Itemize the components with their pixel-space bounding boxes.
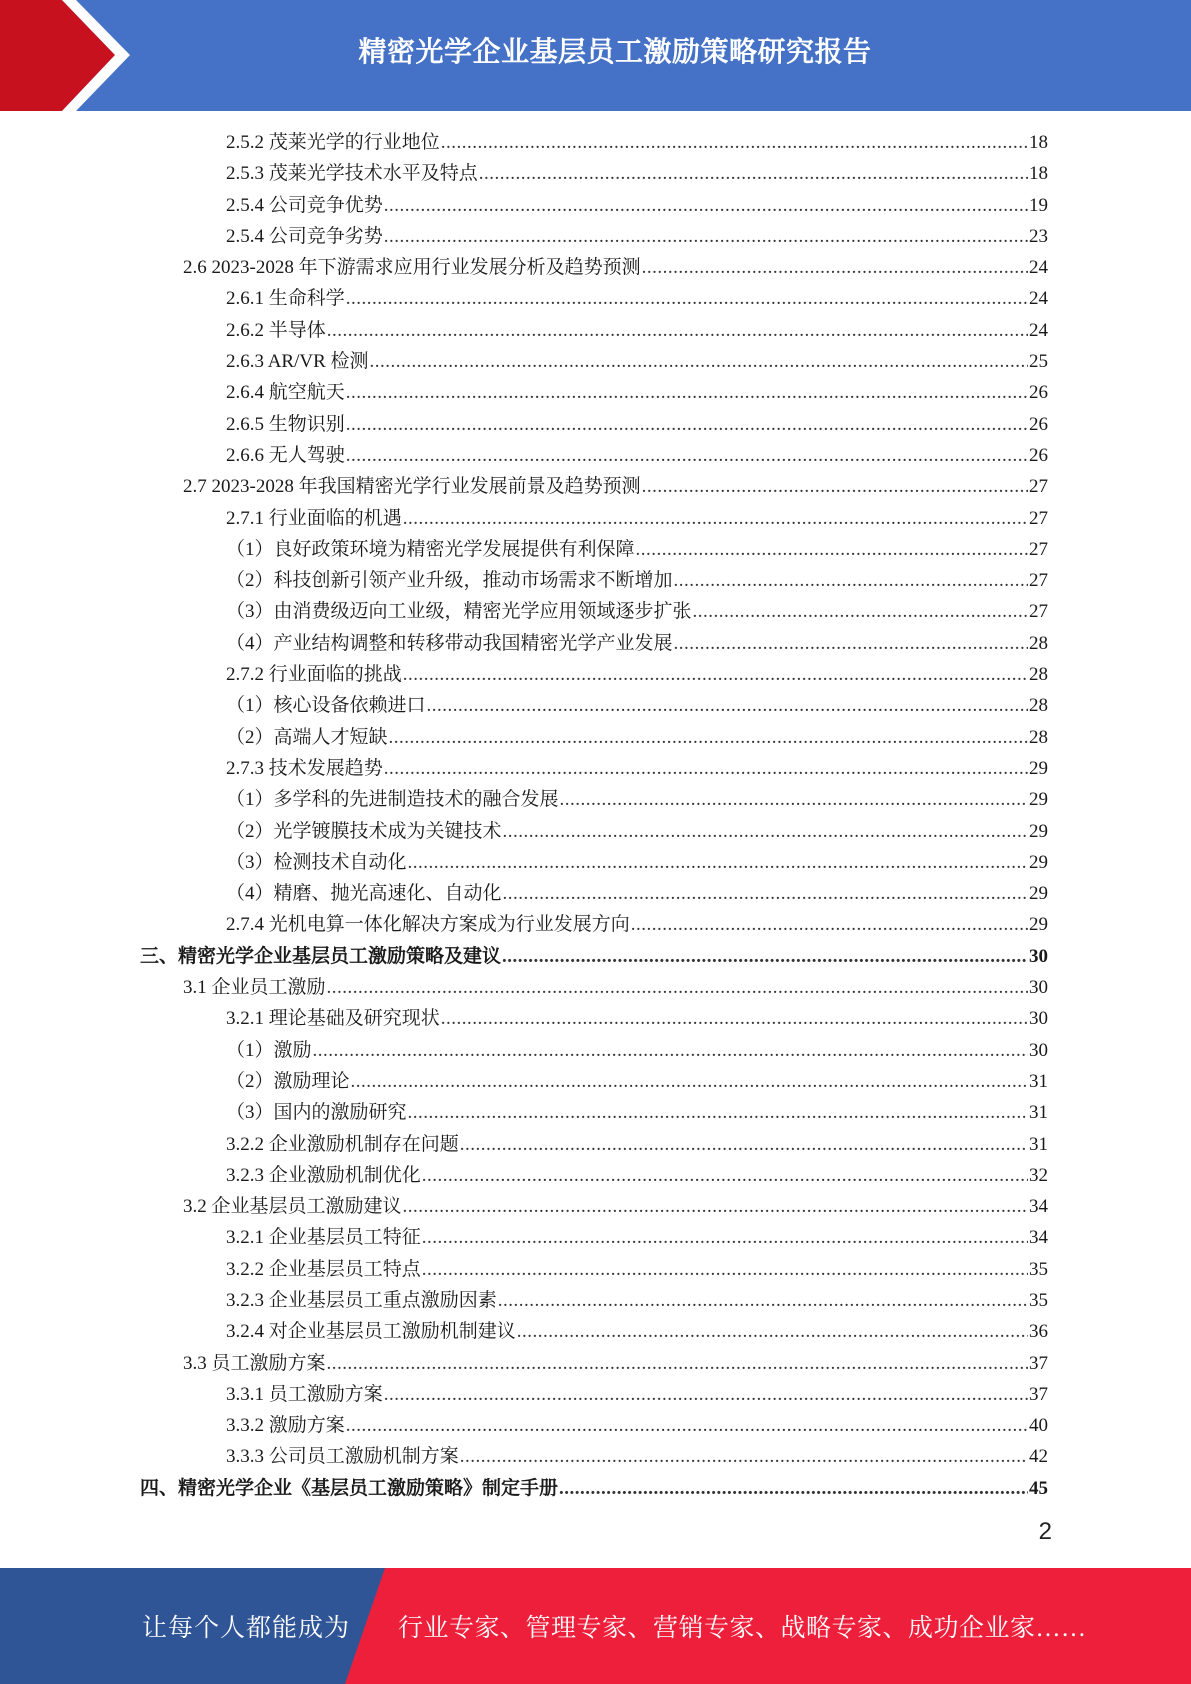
- dot-leader: [502, 941, 1028, 972]
- toc-entry[interactable]: [140, 471, 1048, 502]
- toc-entry-page: 26: [1029, 382, 1048, 404]
- toc-entry-page: 28: [1029, 695, 1048, 717]
- toc-entry-label: 3.3.3 公司员工激励机制方案: [226, 1446, 459, 1468]
- toc-entry-page: 34: [1029, 1196, 1048, 1218]
- header-banner: [0, 0, 1191, 111]
- toc-entry[interactable]: [140, 847, 1048, 878]
- toc-entry-label: 2.7.2 行业面临的挑战: [226, 664, 402, 686]
- toc-entry-label: 三、精密光学企业基层员工激励策略及建议: [140, 945, 502, 967]
- toc-entry-label: （2）科技创新引领产业升级，推动市场需求不断增加: [226, 570, 673, 592]
- toc-entry-label: （1）核心设备依赖进口: [226, 695, 426, 717]
- dot-leader: [460, 1129, 1028, 1160]
- toc-entry[interactable]: [140, 1348, 1048, 1379]
- toc-entry[interactable]: [140, 534, 1048, 565]
- toc-entry-label: 3.2.3 企业激励机制优化: [226, 1164, 421, 1186]
- toc-entry[interactable]: [140, 565, 1048, 596]
- toc-entry-label: （2）光学镀膜技术成为关键技术: [226, 820, 502, 842]
- dot-leader: [346, 1410, 1028, 1441]
- dot-leader: [460, 1441, 1028, 1472]
- dot-leader: [346, 377, 1028, 408]
- toc-entry-page: 24: [1029, 288, 1048, 310]
- toc-entry-label: 3.2 企业基层员工激励建议: [183, 1196, 402, 1218]
- toc-entry-page: 27: [1029, 476, 1048, 498]
- toc-entry[interactable]: [140, 409, 1048, 440]
- toc-entry-label: 2.5.4 公司竞争劣势: [226, 225, 383, 247]
- toc-entry-label: 3.2.1 企业基层员工特征: [226, 1227, 421, 1249]
- toc-entry-label: 2.6.5 生物识别: [226, 413, 345, 435]
- toc-entry-label: （3）国内的激励研究: [226, 1102, 407, 1124]
- dot-leader: [517, 1316, 1028, 1347]
- toc-entry-page: 29: [1029, 914, 1048, 936]
- toc-entry-label: 2.6 2023-2028 年下游需求应用行业发展分析及趋势预测: [183, 257, 641, 279]
- toc-entry-page: 27: [1029, 538, 1048, 560]
- toc-entry[interactable]: [140, 1160, 1048, 1191]
- dot-leader: [327, 315, 1028, 346]
- dot-leader: [631, 909, 1028, 940]
- toc-entry[interactable]: [140, 503, 1048, 534]
- dot-leader: [560, 784, 1028, 815]
- toc-entry[interactable]: [140, 1410, 1048, 1441]
- toc-entry[interactable]: [140, 753, 1048, 784]
- dot-leader: [422, 1254, 1028, 1285]
- dot-leader: [503, 816, 1028, 847]
- toc-entry-label: 2.5.3 茂莱光学技术水平及特点: [226, 163, 478, 185]
- toc-entry-page: 24: [1029, 257, 1048, 279]
- toc-entry-page: 19: [1029, 194, 1048, 216]
- toc-entry-page: 18: [1029, 163, 1048, 185]
- dot-leader: [370, 346, 1028, 377]
- dot-leader: [384, 753, 1028, 784]
- toc-entry[interactable]: [140, 190, 1048, 221]
- dot-leader: [674, 628, 1028, 659]
- toc-entry-page: 36: [1029, 1321, 1048, 1343]
- toc-entry[interactable]: [140, 158, 1048, 189]
- dot-leader: [427, 690, 1028, 721]
- toc-entry[interactable]: [140, 1316, 1048, 1347]
- dot-leader: [389, 722, 1028, 753]
- dot-leader: [346, 409, 1028, 440]
- dot-leader: [384, 190, 1028, 221]
- toc-entry-label: 3.2.3 企业基层员工重点激励因素: [226, 1289, 497, 1311]
- dot-leader: [346, 440, 1028, 471]
- dot-leader: [636, 534, 1028, 565]
- toc-entry[interactable]: [140, 909, 1048, 940]
- toc-entry-page: 30: [1029, 1039, 1048, 1061]
- toc-entry[interactable]: [140, 221, 1048, 252]
- toc-entry-label: 2.6.2 半导体: [226, 319, 326, 341]
- toc-entry-label: 3.2.4 对企业基层员工激励机制建议: [226, 1321, 516, 1343]
- toc-entry-page: 37: [1029, 1352, 1048, 1374]
- footer-banner: [0, 1568, 1191, 1684]
- dot-leader: [498, 1285, 1028, 1316]
- toc-entry-page: 25: [1029, 351, 1048, 373]
- toc-entry[interactable]: [140, 315, 1048, 346]
- toc-entry-page: 32: [1029, 1164, 1048, 1186]
- toc-entry-page: 42: [1029, 1446, 1048, 1468]
- report-title: 精密光学企业基层员工激励策略研究报告: [358, 36, 872, 67]
- dot-leader: [674, 565, 1028, 596]
- toc-entry[interactable]: [140, 784, 1048, 815]
- footer-slogan-right: 行业专家、管理专家、营销专家、战略专家、成功企业家……: [398, 1615, 1087, 1642]
- dot-leader: [403, 659, 1028, 690]
- toc-entry-label: （2）激励理论: [226, 1070, 350, 1092]
- toc-entry-page: 31: [1029, 1070, 1048, 1092]
- toc-entry-page: 27: [1029, 601, 1048, 623]
- toc-entry[interactable]: [140, 1035, 1048, 1066]
- dot-leader: [403, 1191, 1028, 1222]
- toc-entry[interactable]: [140, 1066, 1048, 1097]
- toc-entry[interactable]: [140, 440, 1048, 471]
- toc-entry-label: （1）良好政策环境为精密光学发展提供有利保障: [226, 538, 635, 560]
- toc-entry-label: 2.7.3 技术发展趋势: [226, 757, 383, 779]
- toc-entry-label: 2.5.4 公司竞争优势: [226, 194, 383, 216]
- toc-entry-label: 2.6.1 生命科学: [226, 288, 345, 310]
- dot-leader: [346, 283, 1028, 314]
- toc-entry[interactable]: [140, 252, 1048, 283]
- dot-leader: [403, 503, 1028, 534]
- dot-leader: [503, 878, 1028, 909]
- toc-entry-label: （2）高端人才短缺: [226, 726, 388, 748]
- toc-entry-label: 3.3.2 激励方案: [226, 1415, 345, 1437]
- toc-entry-page: 35: [1029, 1258, 1048, 1280]
- toc-entry-page: 27: [1029, 507, 1048, 529]
- toc-entry-label: 四、精密光学企业《基层员工激励策略》制定手册: [140, 1477, 559, 1499]
- dot-leader: [408, 1097, 1028, 1128]
- toc-entry[interactable]: [140, 1285, 1048, 1316]
- dot-leader: [313, 1035, 1028, 1066]
- toc-entry-page: 30: [1029, 977, 1048, 999]
- toc-entry[interactable]: [140, 941, 1048, 972]
- toc-entry-label: （3）由消费级迈向工业级，精密光学应用领域逐步扩张: [226, 601, 692, 623]
- toc-entry-label: （4）精磨、抛光高速化、自动化: [226, 883, 502, 905]
- toc-entry-page: 26: [1029, 413, 1048, 435]
- toc-entry-label: 2.5.2 茂莱光学的行业地位: [226, 132, 440, 153]
- toc-entry-label: 2.7.1 行业面临的机遇: [226, 507, 402, 529]
- toc-entry-page: 30: [1029, 1008, 1048, 1030]
- dot-leader: [479, 158, 1028, 189]
- toc-entry-page: 28: [1029, 726, 1048, 748]
- toc-entry[interactable]: [140, 1097, 1048, 1128]
- toc-entry-label: 3.2.2 企业基层员工特点: [226, 1258, 421, 1280]
- toc-entry-label: 3.3 员工激励方案: [183, 1352, 326, 1374]
- toc-entry-label: 3.3.1 员工激励方案: [226, 1383, 383, 1405]
- toc-entry-page: 34: [1029, 1227, 1048, 1249]
- toc-entry[interactable]: [140, 690, 1048, 721]
- toc-entry-page: 31: [1029, 1102, 1048, 1124]
- toc-entry-label: 2.6.3 AR/VR 检测: [226, 351, 369, 373]
- dot-leader: [422, 1222, 1028, 1253]
- dot-leader: [441, 127, 1028, 158]
- toc-entry-page: 29: [1029, 883, 1048, 905]
- toc-entry-label: 3.2.2 企业激励机制存在问题: [226, 1133, 459, 1155]
- dot-leader: [327, 1348, 1028, 1379]
- toc-entry-page: 27: [1029, 570, 1048, 592]
- toc-entry-page: 40: [1029, 1415, 1048, 1437]
- toc-entry[interactable]: [140, 1003, 1048, 1034]
- toc-entry-page: 29: [1029, 851, 1048, 873]
- toc-entry[interactable]: [140, 878, 1048, 909]
- dot-leader: [327, 972, 1028, 1003]
- dot-leader: [441, 1003, 1028, 1034]
- dot-leader: [384, 1379, 1028, 1410]
- toc-entry[interactable]: [140, 1441, 1048, 1472]
- toc-entry[interactable]: [140, 722, 1048, 753]
- dot-leader: [642, 471, 1028, 502]
- toc-entry-label: （4）产业结构调整和转移带动我国精密光学产业发展: [226, 632, 673, 654]
- dot-leader: [422, 1160, 1028, 1191]
- toc-entry-label: 2.7.4 光机电算一体化解决方案成为行业发展方向: [226, 914, 630, 936]
- toc-entry-page: 45: [1029, 1477, 1048, 1499]
- dot-leader: [693, 596, 1028, 627]
- toc-entry-label: （3）检测技术自动化: [226, 851, 407, 873]
- toc-entry-label: 2.6.6 无人驾驶: [226, 444, 345, 466]
- toc-entry-label: （1）多学科的先进制造技术的融合发展: [226, 789, 559, 811]
- toc-entry-page: 23: [1029, 225, 1048, 247]
- toc-entry-page: 29: [1029, 789, 1048, 811]
- toc-entry[interactable]: [140, 377, 1048, 408]
- toc-entry[interactable]: [140, 596, 1048, 627]
- dot-leader: [408, 847, 1028, 878]
- toc-entry[interactable]: [140, 1222, 1048, 1253]
- page-number: 2: [1038, 1518, 1052, 1545]
- toc-entry-label: 2.7 2023-2028 年我国精密光学行业发展前景及趋势预测: [183, 476, 641, 498]
- dot-leader: [351, 1066, 1028, 1097]
- toc-entry-label: 2.6.4 航空航天: [226, 382, 345, 404]
- toc-entry[interactable]: [140, 972, 1048, 1003]
- toc-entry-label: （1）激励: [226, 1039, 312, 1061]
- toc-entry[interactable]: [140, 1473, 1048, 1504]
- toc-entry-page: 35: [1029, 1289, 1048, 1311]
- toc-entry-page: 28: [1029, 664, 1048, 686]
- toc-entry[interactable]: [140, 127, 1048, 158]
- toc-entry-page: 18: [1029, 132, 1048, 153]
- toc-entry-page: 29: [1029, 820, 1048, 842]
- dot-leader: [384, 221, 1028, 252]
- toc-entry[interactable]: [140, 346, 1048, 377]
- toc-entry[interactable]: [140, 659, 1048, 690]
- toc-entry[interactable]: [140, 816, 1048, 847]
- toc-entry-page: 28: [1029, 632, 1048, 654]
- toc-entry[interactable]: [140, 1379, 1048, 1410]
- toc-entry[interactable]: [140, 628, 1048, 659]
- toc-entry-label: 3.1 企业员工激励: [183, 977, 326, 999]
- toc-entry[interactable]: [140, 1254, 1048, 1285]
- toc-entry-page: 37: [1029, 1383, 1048, 1405]
- toc-entry[interactable]: [140, 1129, 1048, 1160]
- toc-entry-page: 24: [1029, 319, 1048, 341]
- toc-entry-page: 31: [1029, 1133, 1048, 1155]
- toc-entry-label: 3.2.1 理论基础及研究现状: [226, 1008, 440, 1030]
- toc-entry[interactable]: [140, 1191, 1048, 1222]
- toc-entry-page: 26: [1029, 444, 1048, 466]
- toc-entry-page: 30: [1029, 945, 1048, 967]
- dot-leader: [559, 1473, 1028, 1504]
- dot-leader: [642, 252, 1028, 283]
- footer-slogan-left: 让每个人都能成为: [142, 1615, 351, 1642]
- table-of-contents: [140, 127, 1048, 1504]
- toc-entry[interactable]: [140, 283, 1048, 314]
- toc-entry-page: 29: [1029, 757, 1048, 779]
